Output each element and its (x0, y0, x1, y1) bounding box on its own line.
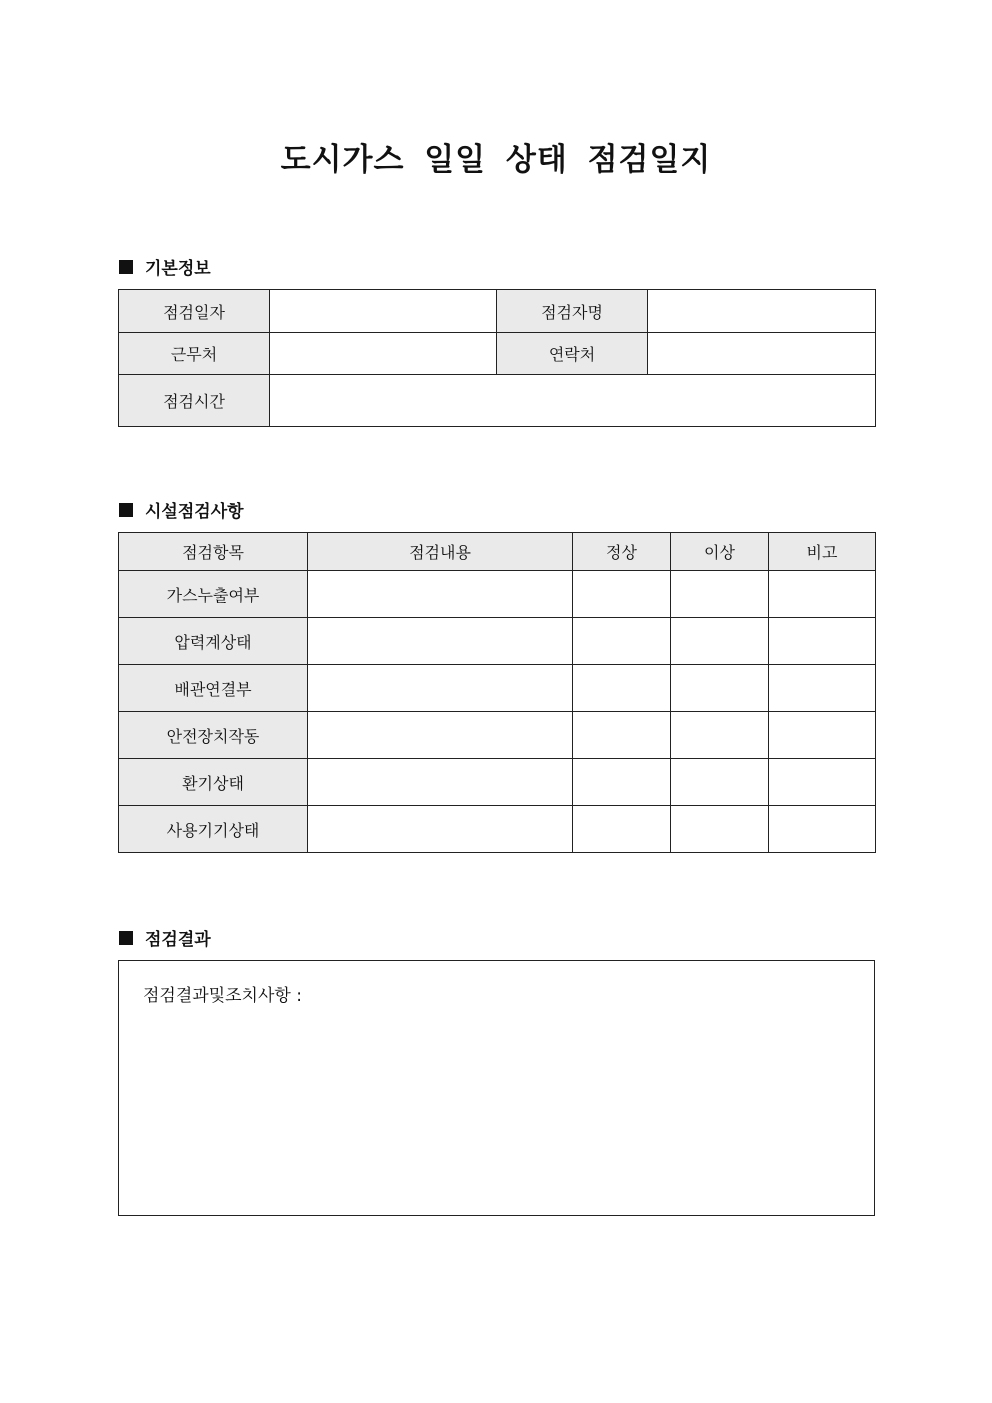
inspection-time-field[interactable] (270, 375, 876, 427)
check-abnormal-cell[interactable] (671, 665, 769, 712)
workplace-field[interactable] (270, 333, 497, 375)
result-textarea[interactable] (118, 960, 875, 1216)
contact-field[interactable] (648, 333, 876, 375)
inspection-time-label: 점검시간 (119, 375, 270, 427)
table-row (119, 759, 876, 806)
check-abnormal-cell[interactable] (671, 712, 769, 759)
check-normal-cell[interactable] (573, 759, 671, 806)
check-content-field[interactable] (308, 665, 573, 712)
table-row (119, 375, 876, 427)
square-bullet-icon (119, 260, 133, 274)
table-header-row (119, 533, 876, 571)
check-remarks-field[interactable] (769, 806, 876, 853)
table-row (119, 665, 876, 712)
check-abnormal-cell[interactable] (671, 618, 769, 665)
inspector-name-label: 점검자명 (497, 290, 648, 333)
table-row (119, 571, 876, 618)
section-heading-facility-check (119, 497, 244, 522)
check-abnormal-cell[interactable] (671, 571, 769, 618)
check-content-field[interactable] (308, 759, 573, 806)
check-remarks-field[interactable] (769, 665, 876, 712)
section-heading-label: 기본정보 (145, 259, 211, 279)
check-content-field[interactable] (308, 712, 573, 759)
check-remarks-field[interactable] (769, 759, 876, 806)
table-row (119, 290, 876, 333)
section-heading-basic-info (119, 254, 211, 279)
check-item-label: 환기상태 (119, 759, 308, 806)
check-item-label: 압력계상태 (119, 618, 308, 665)
check-abnormal-cell[interactable] (671, 806, 769, 853)
column-header-item: 점검항목 (119, 533, 308, 571)
inspector-name-field[interactable] (648, 290, 876, 333)
workplace-label: 근무처 (119, 333, 270, 375)
square-bullet-icon (119, 503, 133, 517)
check-remarks-field[interactable] (769, 618, 876, 665)
table-row (119, 712, 876, 759)
square-bullet-icon (119, 931, 133, 945)
section-heading-label: 시설점검사항 (145, 502, 244, 522)
check-item-label: 배관연결부 (119, 665, 308, 712)
table-row (119, 806, 876, 853)
contact-label: 연락처 (497, 333, 648, 375)
check-normal-cell[interactable] (573, 806, 671, 853)
column-header-normal: 정상 (573, 533, 671, 571)
check-normal-cell[interactable] (573, 571, 671, 618)
page-title: 도시가스 일일 상태 점검일지 (280, 142, 712, 178)
facility-check-table (118, 532, 876, 853)
column-header-abnormal: 이상 (671, 533, 769, 571)
section-heading-result (119, 925, 211, 950)
column-header-remarks: 비고 (769, 533, 876, 571)
check-normal-cell[interactable] (573, 665, 671, 712)
basic-info-table (118, 289, 876, 427)
check-content-field[interactable] (308, 806, 573, 853)
table-row (119, 333, 876, 375)
inspection-date-label: 점검일자 (119, 290, 270, 333)
check-remarks-field[interactable] (769, 571, 876, 618)
column-header-content: 점검내용 (308, 533, 573, 571)
section-heading-label: 점검결과 (145, 930, 211, 950)
check-content-field[interactable] (308, 571, 573, 618)
check-remarks-field[interactable] (769, 712, 876, 759)
check-normal-cell[interactable] (573, 712, 671, 759)
check-abnormal-cell[interactable] (671, 759, 769, 806)
check-item-label: 가스누출여부 (119, 571, 308, 618)
check-content-field[interactable] (308, 618, 573, 665)
check-item-label: 사용기기상태 (119, 806, 308, 853)
check-item-label: 안전장치작동 (119, 712, 308, 759)
inspection-date-field[interactable] (270, 290, 497, 333)
result-label: 점검결과및조치사항 : (143, 986, 302, 1006)
table-row (119, 618, 876, 665)
check-normal-cell[interactable] (573, 618, 671, 665)
